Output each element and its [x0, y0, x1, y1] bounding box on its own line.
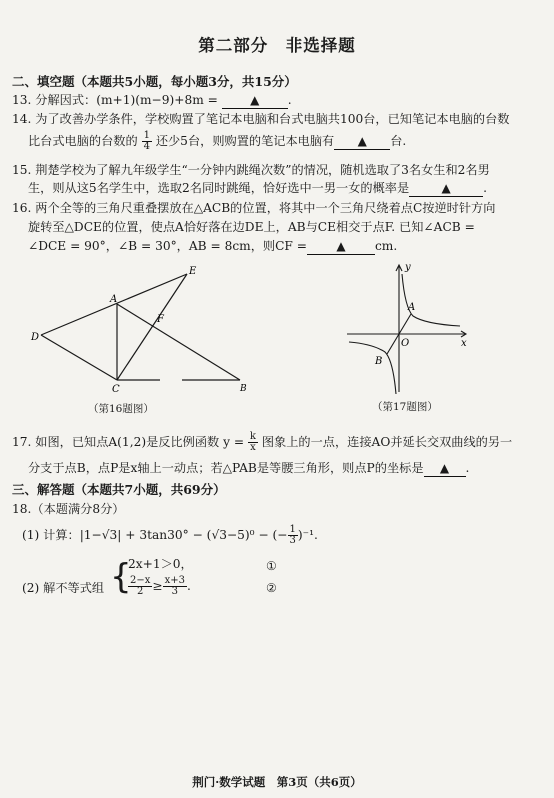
frac-den: 2	[137, 586, 144, 597]
segment-DC	[41, 335, 117, 380]
figure-16-caption: （第16题图）	[88, 403, 154, 415]
inequality-2	[128, 576, 191, 597]
q13-suffix: .	[287, 93, 292, 107]
label-A: A	[408, 302, 416, 313]
question-15-line2	[28, 180, 487, 197]
q17-text-c: 分支于点B，点P是x轴上一动点；若△PAB是等腰三角形，则点P的坐标是	[28, 461, 424, 475]
fraction-k-over-x	[248, 432, 258, 453]
question-13	[12, 92, 292, 109]
answer-blank-15[interactable]: ▲	[409, 180, 483, 197]
q17-text-b: 图象上的一点，连接AO并延长交双曲线的另一	[261, 435, 513, 449]
q18-p1-suffix: )⁻¹.	[297, 528, 318, 542]
q18-p1-text: (1) 计算：|1−√3| + 3tan30° − (√3−5)⁰ − (−	[22, 528, 288, 542]
answer-blank-16[interactable]: ▲	[307, 238, 375, 255]
frac-num: 2−x	[130, 575, 151, 586]
question-17-line1	[12, 432, 512, 453]
figure-17-caption: （第17题图）	[372, 401, 438, 413]
brace-symbol: {	[110, 557, 132, 597]
frac-den: 4	[143, 141, 150, 152]
q14-text-b: 还少5台，则购置的笔记本电脑有	[155, 134, 335, 148]
label-x: x	[461, 338, 467, 349]
frac-den: 3	[289, 535, 296, 546]
q14-suffix: 台.	[390, 134, 407, 148]
label-E: E	[189, 266, 197, 277]
ineq2-operator: ≥	[152, 579, 163, 593]
answer-blank-17[interactable]: ▲	[424, 460, 466, 477]
question-14-line2	[28, 131, 406, 152]
label-O: O	[401, 338, 410, 349]
q14-text-a: 比台式电脑的台数的	[28, 134, 138, 148]
label-y: y	[405, 262, 411, 273]
label-D: D	[31, 332, 40, 343]
question-15-line1: 15. 荆楚学校为了解九年级学生“一分钟内跳绳次数”的情况，随机选取了3名女生和2名男	[12, 163, 490, 177]
frac-num: 1	[289, 524, 296, 535]
question-18-part2-label: (2) 解不等式组	[22, 581, 105, 595]
label-A: A	[110, 294, 118, 305]
q13-text: 13. 分解因式：(m+1)(m−9)+8m =	[12, 93, 222, 107]
fraction-one-quarter	[142, 131, 152, 152]
figure-16-diagram	[30, 262, 260, 398]
segment-CE	[117, 274, 187, 380]
ineq2-end: .	[187, 579, 191, 593]
q17-suffix: .	[465, 461, 470, 475]
label-C: C	[112, 384, 120, 395]
question-18-head: 18.（本题满分8分）	[12, 502, 125, 516]
label-B: B	[240, 384, 247, 394]
label-F: F	[157, 314, 164, 325]
frac-den: 3	[171, 586, 178, 597]
frac-num: 1	[143, 130, 150, 141]
marker-1: ①	[266, 559, 277, 573]
page-footer: 荆门·数学试题 第3页（共6页）	[192, 775, 362, 789]
answer-blank-13[interactable]: ▲	[222, 92, 288, 109]
section-3-header: 三、解答题（本题共7小题，共69分）	[12, 482, 226, 497]
page-title: 第二部分 非选择题	[198, 36, 356, 55]
q17-text-a: 17. 如图，已知点A(1,2)是反比例函数 y =	[12, 435, 245, 449]
fraction-one-third	[288, 525, 298, 546]
question-17-line2	[28, 460, 469, 477]
q15-text: 生，则从这5名学生中，选取2名同时跳绳，恰好选中一男一女的概率是	[28, 181, 410, 195]
frac-num: x+3	[164, 575, 185, 586]
ineq2-right-fraction	[163, 576, 187, 597]
q15-suffix: .	[483, 181, 488, 195]
hyperbola-branch-1	[402, 274, 460, 326]
question-16-line3	[28, 238, 397, 255]
answer-blank-14[interactable]: ▲	[334, 133, 390, 150]
question-14-line1: 14. 为了改善办学条件，学校购置了笔记本电脑和台式电脑共100台，已知笔记本电脑的台数	[12, 112, 510, 126]
question-16-line1: 16. 两个全等的三角尺重叠摆放在△ACB的位置，将其中一个三角尺绕着点C按逆时针方向	[12, 201, 496, 215]
section-2-header: 二、填空题（本题共5小题，每小题3分，共15分）	[12, 74, 297, 89]
q16-text: ∠DCE = 90°，∠B = 30°，AB = 8cm，则CF =	[28, 239, 307, 253]
question-16-line2: 旋转至△DCE的位置，使点A恰好落在边DE上，AB与CE相交于点F. 已知∠ACB =	[28, 220, 475, 234]
q16-suffix: cm.	[374, 239, 398, 253]
inequality-1: 2x+1＞0，	[128, 557, 193, 571]
frac-den: x	[250, 442, 256, 453]
label-B: B	[375, 356, 383, 367]
ineq2-left-fraction	[128, 576, 152, 597]
figure-17-diagram	[345, 260, 475, 396]
segment-AB	[117, 304, 240, 380]
marker-2: ②	[266, 581, 277, 595]
question-18-part1	[22, 525, 318, 546]
frac-num: k	[249, 431, 256, 442]
